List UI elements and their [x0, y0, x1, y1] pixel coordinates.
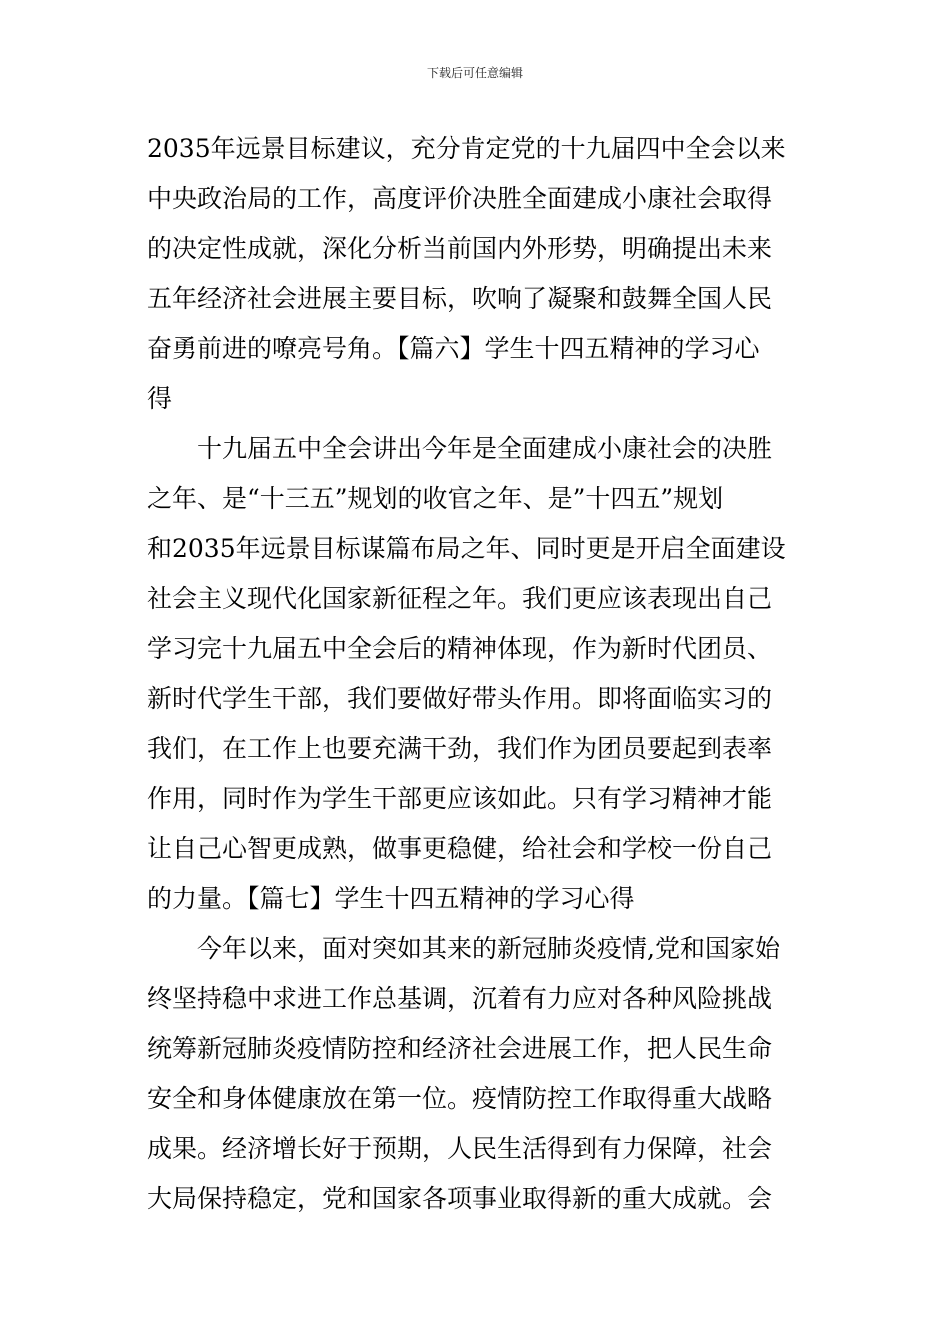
text-line: 成果。经济增长好于预期，人民生活得到有力保障，社会 [147, 1134, 773, 1163]
text-line: 的力量。【篇七】学生十四五精神的学习心得 [147, 884, 635, 913]
text-line: 安全和身体健康放在第一位。疫情防控工作取得重大战略 [147, 1084, 773, 1113]
text-line: 今年以来，面对突如其来的新冠肺炎疫情,党和国家始 [147, 934, 780, 963]
text-line: 新时代学生干部，我们要做好带头作用。即将面临实习的 [147, 684, 773, 713]
text-line: 2035年远景目标建议，充分肯定党的十九届四中全会以来 [147, 134, 786, 163]
text-line: 十九届五中全会讲出今年是全面建成小康社会的决胜 [147, 434, 773, 463]
text-line: 让自己心智更成熟，做事更稳健，给社会和学校一份自己 [147, 834, 773, 863]
text-line: 中央政治局的工作，高度评价决胜全面建成小康社会取得 [147, 184, 773, 213]
text-line: 五年经济社会进展主要目标，吹响了凝聚和鼓舞全国人民 [147, 284, 773, 313]
text-line: 和2035年远景目标谋篇布局之年、同时更是开启全面建设 [147, 534, 786, 563]
text-line: 我们，在工作上也要充满干劲，我们作为团员要起到表率 [147, 734, 773, 763]
text-line: 统筹新冠肺炎疫情防控和经济社会进展工作，把人民生命 [147, 1034, 773, 1063]
text-line: 作用，同时作为学生干部更应该如此。只有学习精神才能 [147, 784, 773, 813]
document-body [147, 124, 807, 1224]
text-line: 学习完十九届五中全会后的精神体现，作为新时代团员、 [147, 634, 773, 663]
text-line: 的决定性成就，深化分析当前国内外形势，明确提出未来 [147, 234, 773, 263]
page-header-note: 下载后可任意编辑 [426, 66, 523, 80]
text-line: 终坚持稳中求进工作总基调，沉着有力应对各种风险挑战 [147, 984, 773, 1013]
text-line: 奋勇前进的嘹亮号角。【篇六】学生十四五精神的学习心 [147, 334, 760, 363]
text-line: 大局保持稳定，党和国家各项事业取得新的重大成就。会 [147, 1184, 773, 1213]
text-line: 得 [147, 384, 173, 413]
text-line: 之年、是“十三五”规划的收官之年、是”十四五”规划 [147, 484, 724, 513]
text-line: 社会主义现代化国家新征程之年。我们更应该表现出自己 [147, 584, 773, 613]
